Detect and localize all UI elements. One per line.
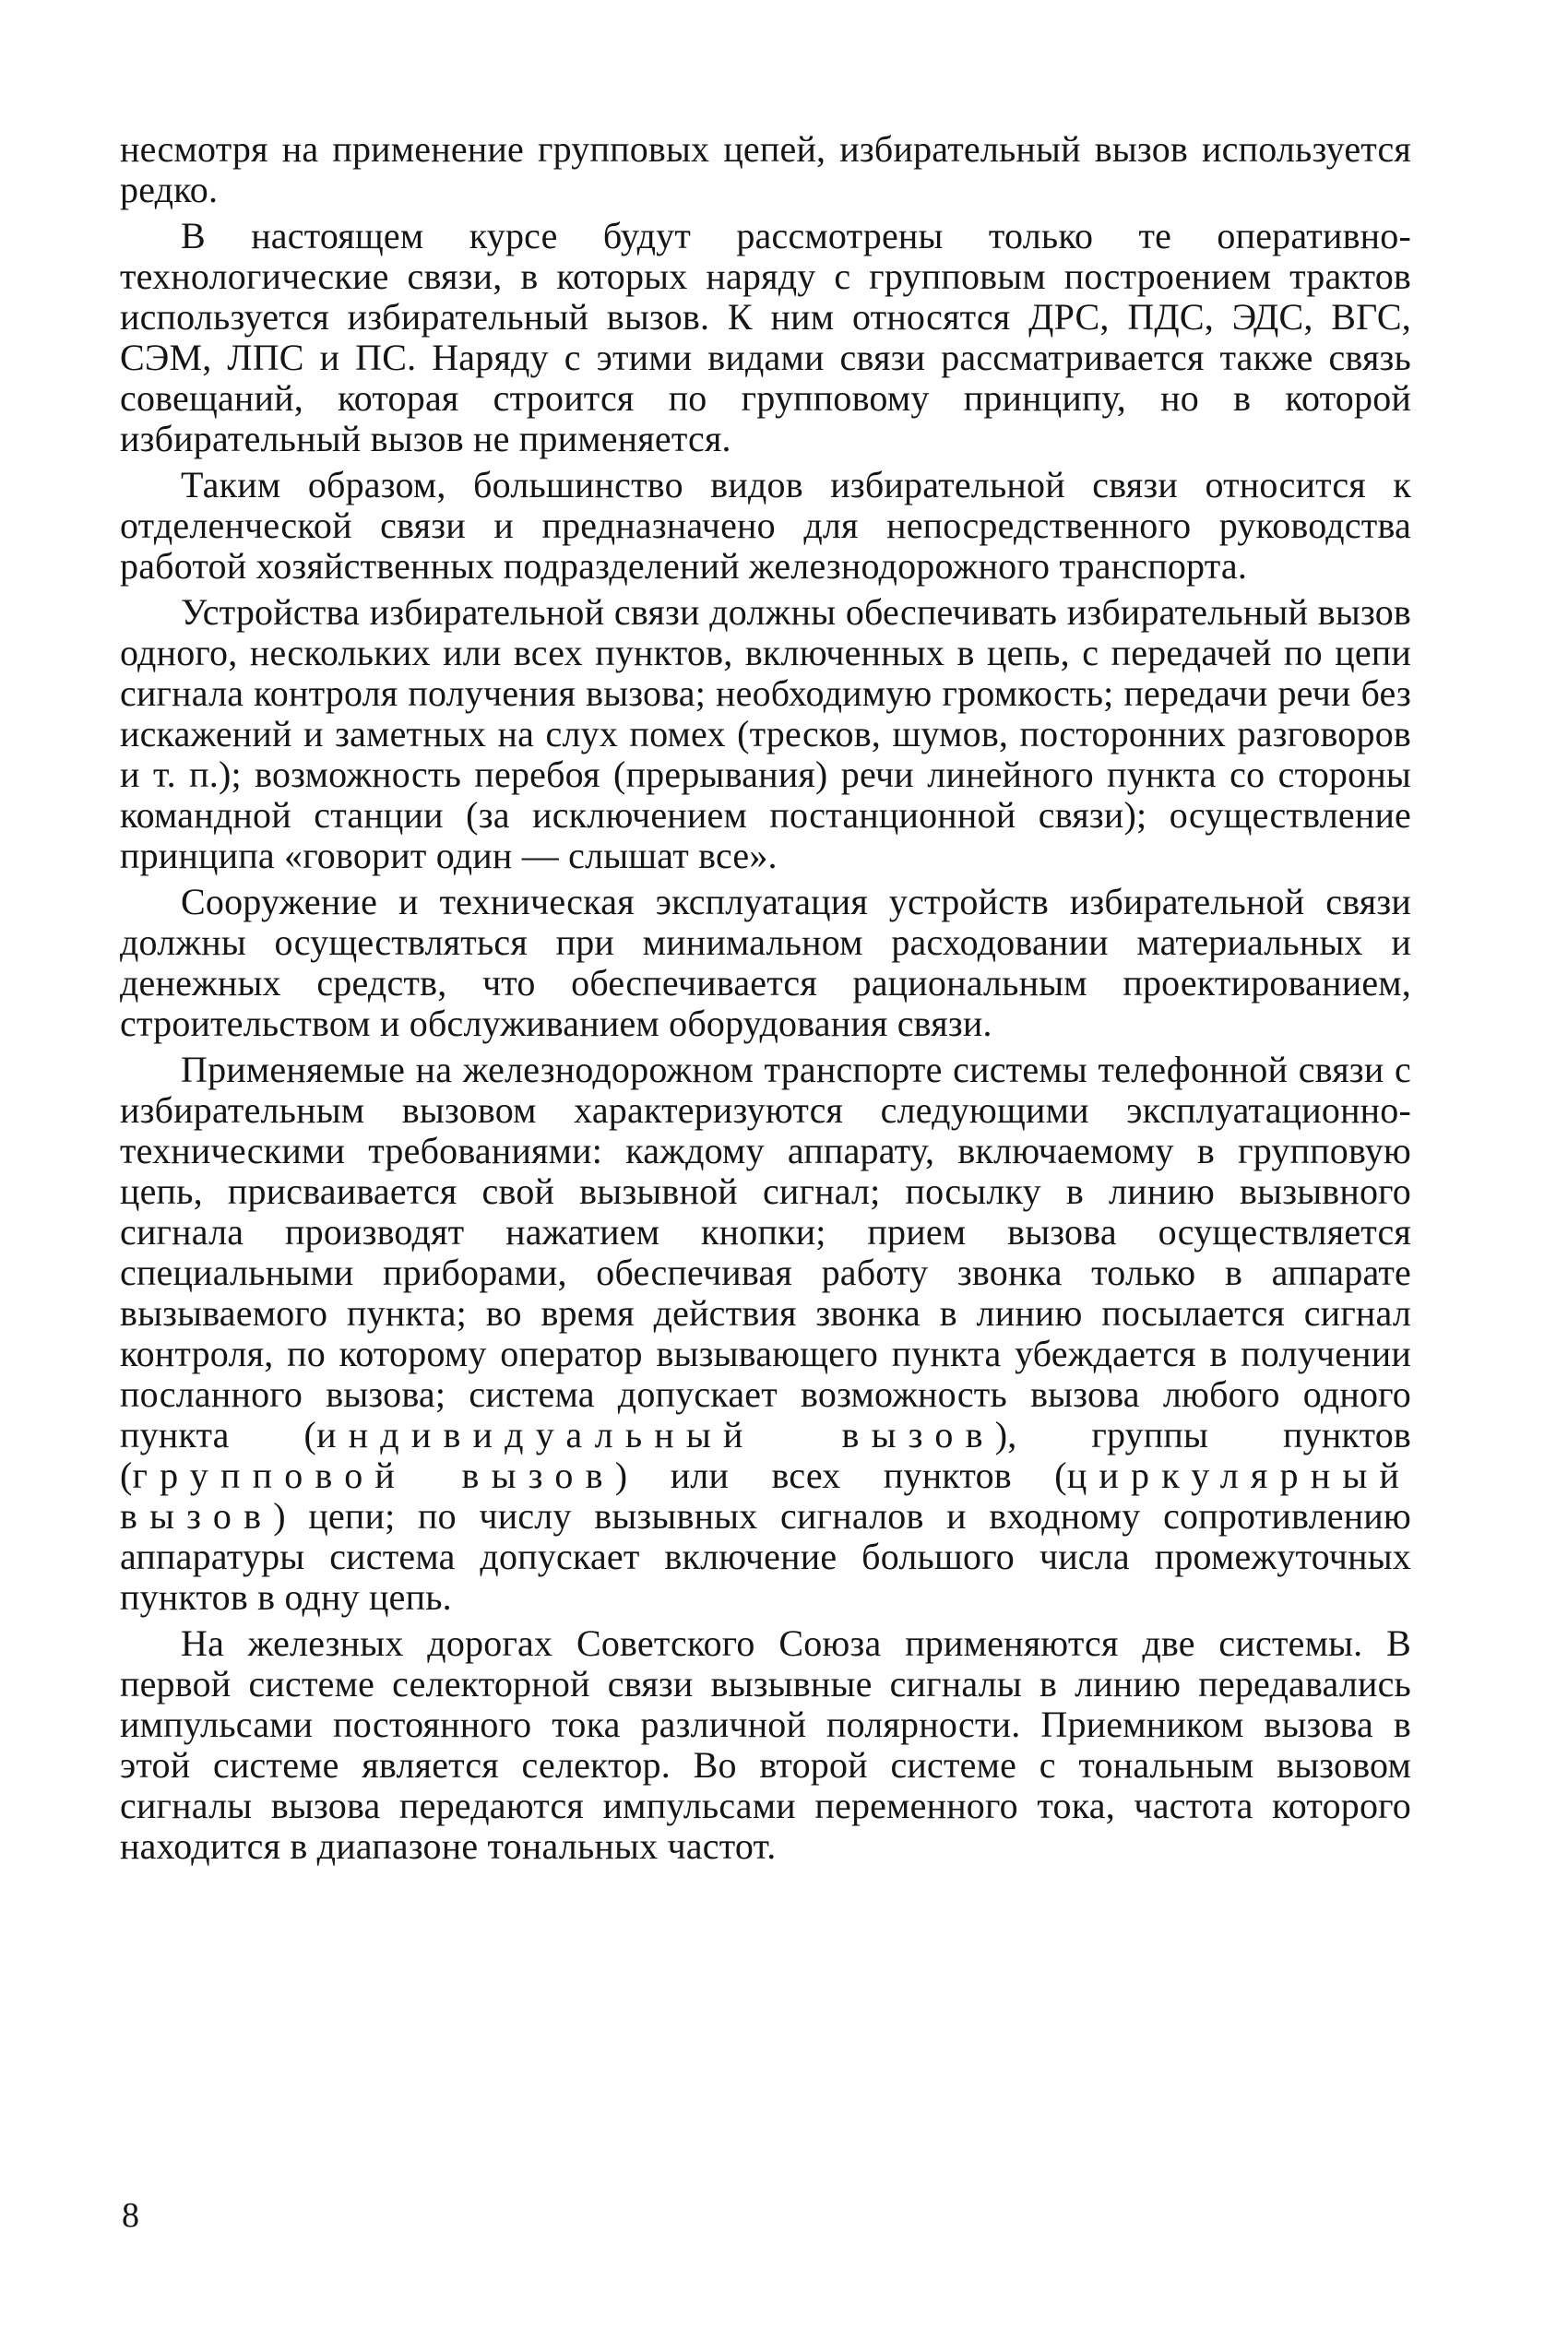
paragraph-two-systems: На железных дорогах Советского Союза применяются две системы. В первой системе селекторной связи вызывные сигналы в линию передавались импульсами постоянного тока различной полярности. Приемником вызова в этой системе является селектор. Во второй системе с тональным вызовом сигналы вызова передаются импульсами переменного тока, частота которого находится в диапазоне тональных частот. [120, 1622, 1411, 1867]
term-individual-call: индивидуальный вызов [316, 1414, 995, 1455]
paragraph-system-requirements [120, 1050, 1411, 1618]
requirements-text-4: ) цепи; по числу вызывных сигналов и входному сопротивлению аппаратуры система допускает включение большого числа промежуточных пунктов в одну цепь. [120, 1495, 1411, 1618]
paragraph-device-requirements: Устройства избирательной связи должны обеспечивать избирательный вызов одного, нескольких или всех пунктов, включенных в цепь, с передачей по цепи сигнала контроля получения вызова; необходимую громкость; передачи речи без искажений и заметных на слух помех (тресков, шумов, посторонних разговоров и т. п.); возможность перебоя (прерывания) речи линейного пункта со стороны командной станции (за исключением постанционной связи); осуществление принципа «говорит один — слышат все». [120, 591, 1411, 876]
requirements-text-1: Применяемые на железнодорожном транспорте системы телефонной связи с избирательным вызовом характеризуются следующими эксплуатационно-техническими требованиями: каждому аппарату, включаемому в групповую цепь, присваивается свой вызывной сигнал; посылку в линию вызывного сигнала производят нажатием кнопки; прием вызова осуществляется специальными приборами, обеспечивая работу звонка только в аппарате вызываемого пункта; во время действия звонка в линию посылается сигнал контроля, по которому оператор вызывающего пункта убеждается в получении посланного вызова; система допускает возможность вызова любого одного пункта ( [120, 1049, 1411, 1455]
page-body [120, 129, 1411, 1872]
term-circular-call: циркулярный вызов [120, 1455, 1411, 1537]
requirements-text-3: ) или всех пунктов ( [614, 1455, 1067, 1496]
paragraph-course-scope: В настоящем курсе будут рассмотрены только те оперативно-технологические связи, в которых наряду с групповым построением трактов используется избирательный вызов. К ним относятся ДРС, ПДС, ЭДС, ВГС, СЭМ, ЛПС и ПС. Наряду с этими видами связи рассматривается также связь совещаний, которая строится по групповому принципу, но в которой избирательный вызов не применяется. [120, 215, 1411, 459]
page-number: 8 [122, 2196, 139, 2235]
term-group-call: групповой вызов [132, 1455, 615, 1496]
paragraph-purpose: Таким образом, большинство видов избирательной связи относится к отделенческой связи и предназначено для непосредственного руководства работой хозяйственных подразделений железнодорожного транспорта. [120, 464, 1411, 587]
paragraph-construction: Сооружение и техническая эксплуатация устройств избирательной связи должны осуществляться при минимальном расходовании материальных и денежных средств, что обеспечивается рациональным проектированием, строительством и обслуживанием оборудования связи. [120, 881, 1411, 1044]
requirements-text-2: ), группы пунктов ( [120, 1414, 1411, 1496]
paragraph-continuation: несмотря на применение групповых цепей, избирательный вызов используется редко. [120, 128, 1411, 210]
